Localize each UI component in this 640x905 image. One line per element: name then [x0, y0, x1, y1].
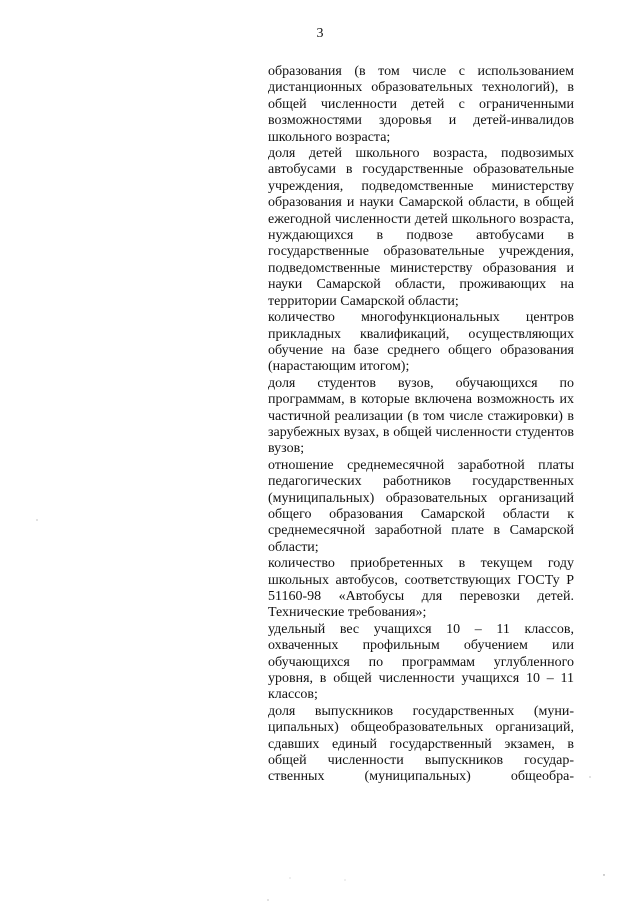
paragraph-5: отношение среднемесячной заработной платы педагогических работников государственных (муниципальных) образовательных организаций общего образования Самарской области к среднемесячной заработной плате в Самарской области; — [268, 457, 574, 555]
page-number: 3 — [316, 26, 324, 41]
paragraph-7: удельный вес учащихся 10 – 11 классов, охваченных профильным обучением или обучающихся по программам углубленного уровня, в общей численности учащихся 10 – 11 классов; — [268, 621, 574, 703]
scan-speck — [603, 874, 604, 875]
scan-speck — [290, 878, 291, 879]
paragraph-1: образования (в том числе с использованием дистанционных образовательных технологий), в общей численности детей с ограниченными возможностями здоровья и детей-инвалидов школьного возраста; — [268, 64, 574, 145]
scan-speck — [589, 776, 590, 777]
paragraph-2: доля детей школьного возраста, подвозимых автобусами в государственные образовательные учреждения, подведомственные министерству образования и науки Самарской области, в общей ежегодной численности детей школьного возраста, нуждающихся в подвозе автобусами в государственные образовательные учреждения, подведомственные министерству образования и науки Самарской области, проживающих на территории Самарской области; — [268, 146, 574, 309]
scan-speck — [267, 899, 268, 900]
paragraph-8: доля выпускников государственных (муни-ципальных) общеобразовательных организаций, сдавших единый государственный экзамен, в общей численности выпускников государ-ственных (муниципальных) общеобра- — [268, 703, 574, 785]
paragraph-3: количество многофункциональных центров прикладных квалификаций, осуществляющих обучение на базе среднего общего образования (нарастающим итогом); — [268, 310, 574, 375]
paragraph-6: количество приобретенных в текущем году школьных автобусов, соответствующих ГОСТу Р 51160-98 «Автобусы для перевозки детей. Технические требования»; — [268, 556, 574, 621]
scan-speck — [345, 880, 346, 881]
document-body — [268, 64, 574, 786]
paragraph-4: доля студентов вузов, обучающихся по программам, в которые включена возможность их частичной реализации (в том числе стажировки) в зарубежных вузах, в общей численности студентов вузов; — [268, 375, 574, 457]
scan-speck — [36, 519, 37, 520]
